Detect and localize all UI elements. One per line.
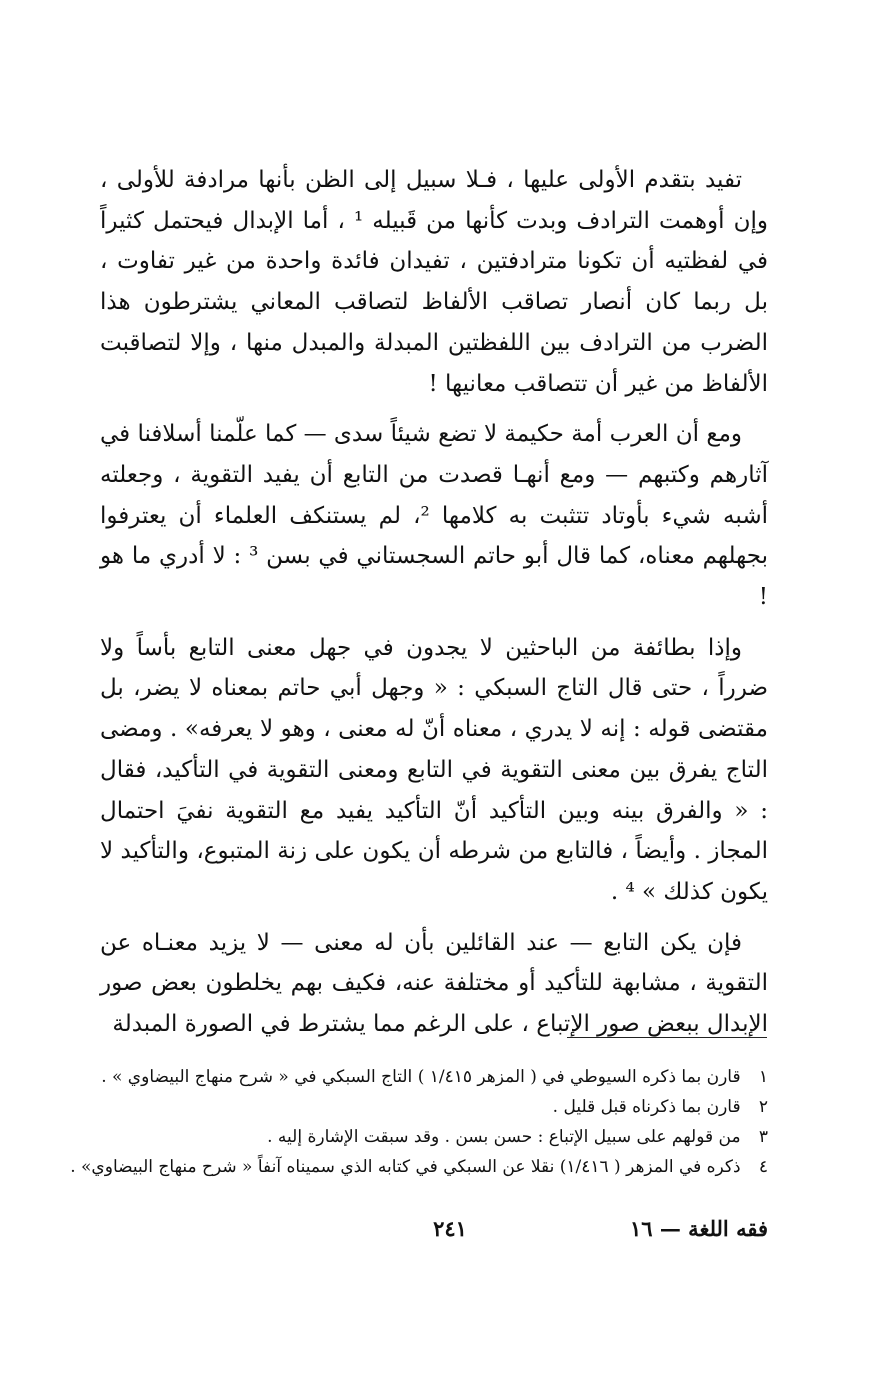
footnote-4 [70, 1152, 768, 1182]
paragraph-1: تفيد بتقدم الأولى عليها ، فـلا سبيل إلى الظن بأنها مرادفة للأولى ، وإن أوهمت الترادف وبدت كأنها من قَبيله ¹ ، أما الإبدال فيحتمل كثيراً في لفظتيه أن تكونا مترادفتين ، تفيدان فائدة واحدة من غير تفاوت ، بل ربما كان أنصار تصاقب الألفاظ لتصاقب المعاني يشترطون هذا الضرب من الترادف بين اللفظتين المبدلة والمبدل منها ، وإلا لتصاقبت الألفاظ من غير أن تتصاقب معانيها ! [100, 167, 768, 397]
footnote-text: ذكره في المزهر ( ١/٤١٦) نقلا عن السبكي في كتابه الذي سميناه آنفاً « شرح منهاج البيضاوي» . [70, 1157, 741, 1177]
paragraph-2: ومع أن العرب أمة حكيمة لا تضع شيئاً سدى — كما علّمنا أسلافنا في آثارهم وكتبهم — ومع أنهـا قصدت من التابع أن يفيد التقوية ، وجعلته أشبه شيء بأوتاد تتثبت به كلامها ²، لم يستنكف العلماء أن يعترفوا بجهلهم معناه، كما قال أبو حاتم السجستاني في بسن ³ : لا أدري ما هو ! [100, 421, 768, 611]
footnote-text: قارن بما ذكره السيوطي في ( المزهر ١/٤١٥ ) التاج السبكي في « شرح منهاج البيضاوي » . [101, 1067, 741, 1087]
footnote-number: ٣ [758, 1127, 768, 1147]
footnote-3 [100, 1122, 768, 1152]
running-head: فقه اللغة — ١٦ [630, 1216, 768, 1241]
footnote-1 [100, 1062, 768, 1092]
footnote-text: من قولهم على سبيل الإتباع : حسن بسن . وقد سبقت الإشارة إليه . [267, 1127, 741, 1147]
paragraph-3: وإذا بطائفة من الباحثين لا يجدون في جهل معنى التابع بأساً ولا ضرراً ، حتى قال التاج السبكي : « وجهل أبي حاتم بمعناه لا يضر، بل مقتضى قوله : إنه لا يدري ، معناه أنّ له معنى ، وهو لا يعرفه» . ومضى التاج يفرق بين معنى التقوية في التابع ومعنى التقوية في التأكيد، فقال : « والفرق بينه وبين التأكيد أنّ التأكيد يفيد مع التقوية نفيَ احتمال المجاز . وأيضاً ، فالتابع من شرطه أن يكون على زنة المتبوع، والتأكيد لا يكون كذلك » ⁴ . [100, 634, 768, 905]
footnote-number: ٢ [758, 1097, 768, 1117]
body-text [100, 160, 768, 1055]
page-number: ٢٤١ [433, 1216, 467, 1241]
footnote-2 [100, 1092, 768, 1122]
paragraph-4: فإن يكن التابع — عند القائلين بأن له معنى — لا يزيد معنـاه عن التقوية ، مشابهة للتأكيد أو مختلفة عنه، فكيف بهم يخلطون بعض صور الإبدال ببعض صور الإتباع ، على الرغم مما يشترط في الصورة المبدلة [100, 929, 768, 1038]
footnote-number: ٤ [758, 1157, 768, 1177]
footnote-separator [567, 1037, 767, 1038]
footnotes [70, 1062, 768, 1182]
footnote-number: ١ [758, 1067, 768, 1087]
footnote-text: قارن بما ذكرناه قبل قليل . [552, 1097, 741, 1117]
